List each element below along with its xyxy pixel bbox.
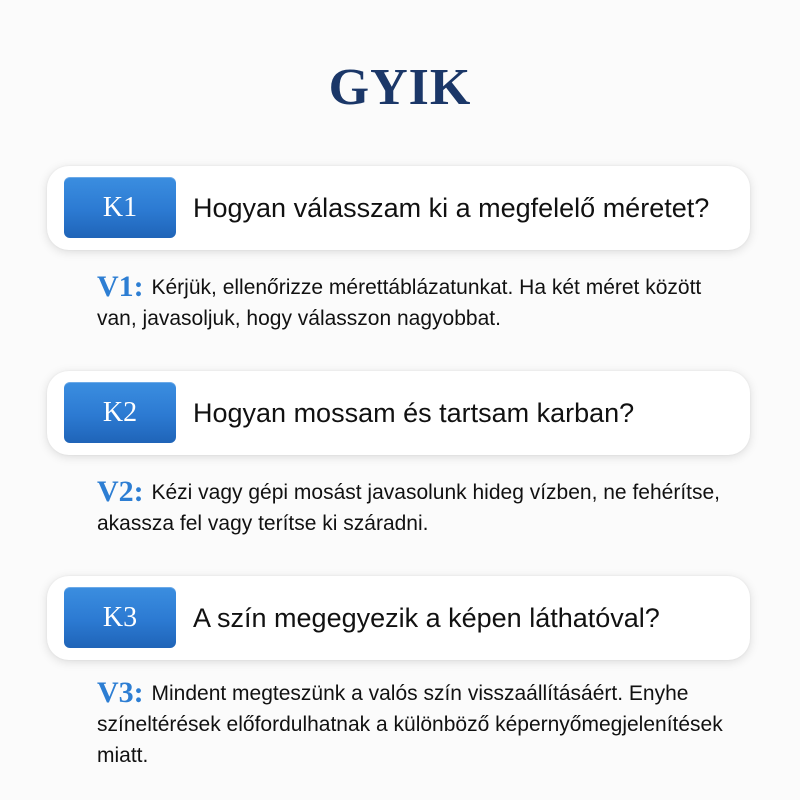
faq-question-card-2 [47, 371, 750, 455]
faq-answer-2 [97, 476, 737, 539]
answer-label: V3: [97, 676, 144, 709]
question-badge: K2 [64, 382, 176, 443]
page-title: GYIK [328, 59, 472, 116]
answer-text: Mindent megteszünk a valós szín visszaállításáért. Enyhe színeltérések előfordulhatnak a különböző képernyőmegjelenítések miatt. [97, 682, 723, 767]
answer-text: Kézi vagy gépi mosást javasolunk hideg vízben, ne fehérítse, akassza fel vagy terítse ki száradni. [97, 481, 720, 535]
faq-answer-3 [97, 677, 737, 771]
answer-text: Kérjük, ellenőrizze mérettáblázatunkat. Ha két méret között van, javasoljuk, hogy válasszon nagyobbat. [97, 276, 702, 330]
answer-label: V1: [97, 270, 144, 303]
question-text: A szín megegyezik a képen láthatóval? [193, 603, 660, 633]
question-text: Hogyan mossam és tartsam karban? [193, 398, 635, 428]
faq-question-card-3 [47, 576, 750, 660]
answer-label: V2: [97, 475, 144, 508]
question-text: Hogyan válasszam ki a megfelelő méretet? [193, 193, 710, 223]
question-badge: K3 [64, 587, 176, 648]
faq-answer-1 [97, 271, 737, 334]
question-badge: K1 [64, 177, 176, 238]
faq-question-card-1 [47, 166, 750, 250]
